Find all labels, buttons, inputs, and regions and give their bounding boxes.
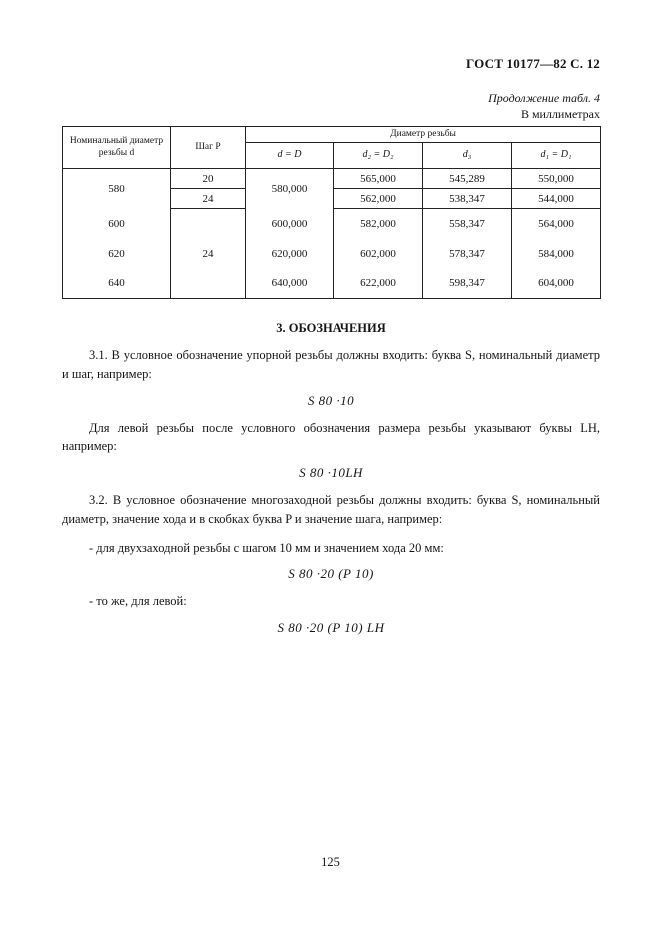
formula-s80-10: S 80 ·10 bbox=[307, 392, 355, 408]
table-cell-nominal: 600 bbox=[63, 209, 171, 239]
table-cell-d-D: 600,000 bbox=[246, 209, 334, 239]
table-cell-d1: 584,000 bbox=[512, 239, 601, 269]
table-row bbox=[63, 269, 601, 299]
list-item-two-start-thread: - для двухзаходной резьбы с шагом 10 мм и значением хода 20 мм: bbox=[89, 540, 444, 555]
table-header-row-top bbox=[63, 127, 601, 143]
list-item-same-left: - то же, для левой: bbox=[89, 594, 187, 609]
page-number: 125 bbox=[321, 855, 340, 869]
table-cell-d2: 602,000 bbox=[334, 239, 423, 269]
formula-s80-10lh: S 80 ·10LH bbox=[299, 465, 363, 480]
table-cell-nominal: 620 bbox=[63, 239, 171, 269]
table-cell-d3: 598,347 bbox=[423, 269, 512, 299]
table-cell-d1: 544,000 bbox=[512, 189, 601, 209]
table-cell-nominal: 580 bbox=[63, 169, 171, 209]
table-cell-d-D: 620,000 bbox=[246, 239, 334, 269]
col-header-thread-diameter-group: Диаметр резьбы bbox=[246, 127, 601, 143]
table-row bbox=[63, 169, 601, 189]
table-cell-d3: 545,289 bbox=[423, 169, 512, 189]
table-cell-d3: 558,347 bbox=[423, 209, 512, 239]
paragraph-3-1: 3.1. В условное обозначение упорной резьбы должны входить: буква S, номинальный диаметр и шаг, например: bbox=[62, 348, 600, 381]
table-cell-d2: 622,000 bbox=[334, 269, 423, 299]
table-row bbox=[63, 239, 601, 269]
doc-header: ГОСТ 10177—82 С. 12 bbox=[466, 56, 600, 71]
col-header-nominal-diameter: Номинальный диаметр резьбы d bbox=[63, 127, 171, 169]
table-cell-step-shared: 24 bbox=[171, 209, 246, 299]
table-cell-d2: 565,000 bbox=[334, 169, 423, 189]
table-cell-d2: 582,000 bbox=[334, 209, 423, 239]
col-header-step: Шаг P bbox=[171, 127, 246, 169]
table-cell-d1: 550,000 bbox=[512, 169, 601, 189]
table-cell-d2: 562,000 bbox=[334, 189, 423, 209]
formula-s80-20-p10: S 80 ·20 (P 10) bbox=[288, 566, 374, 582]
table-cell-d3: 538,347 bbox=[423, 189, 512, 209]
table-cell-d-D: 640,000 bbox=[246, 269, 334, 299]
col-header-d-equals-D: d = D bbox=[246, 143, 334, 169]
table-cell-step: 20 bbox=[171, 169, 246, 189]
paragraph-3-2: 3.2. В условное обозначение многозаходной резьбы должны входить: буква S, номинальный диаметр, значение хода и в скобках буква P и значение шага, например: bbox=[62, 493, 600, 526]
table-cell-nominal: 640 bbox=[63, 269, 171, 299]
paragraph-left-thread: Для левой резьбы после условного обозначения размера резьбы указывают буквы LH, например: bbox=[62, 420, 600, 454]
table-cell-d1: 564,000 bbox=[512, 209, 601, 239]
table-cell-d3: 578,347 bbox=[423, 239, 512, 269]
units-note: В миллиметрах bbox=[520, 107, 600, 121]
table-cell-step: 24 bbox=[171, 189, 246, 209]
formula-s80-20-p10-lh: S 80 ·20 (P 10) LH bbox=[277, 620, 385, 635]
section-title: 3. ОБОЗНАЧЕНИЯ bbox=[276, 321, 386, 335]
table-row bbox=[63, 209, 601, 239]
col-header-d1-equals-D1: d₁ = D₁ bbox=[512, 143, 601, 169]
col-header-d3: d₃ bbox=[423, 143, 512, 169]
col-header-d2-equals-D2: d₂ = D₂ bbox=[334, 143, 423, 169]
table-continuation-note: Продолжение табл. 4 bbox=[488, 91, 600, 105]
table-cell-d-D: 580,000 bbox=[246, 169, 334, 209]
table-cell-d1: 604,000 bbox=[512, 269, 601, 299]
thread-dimensions-table bbox=[62, 126, 601, 299]
